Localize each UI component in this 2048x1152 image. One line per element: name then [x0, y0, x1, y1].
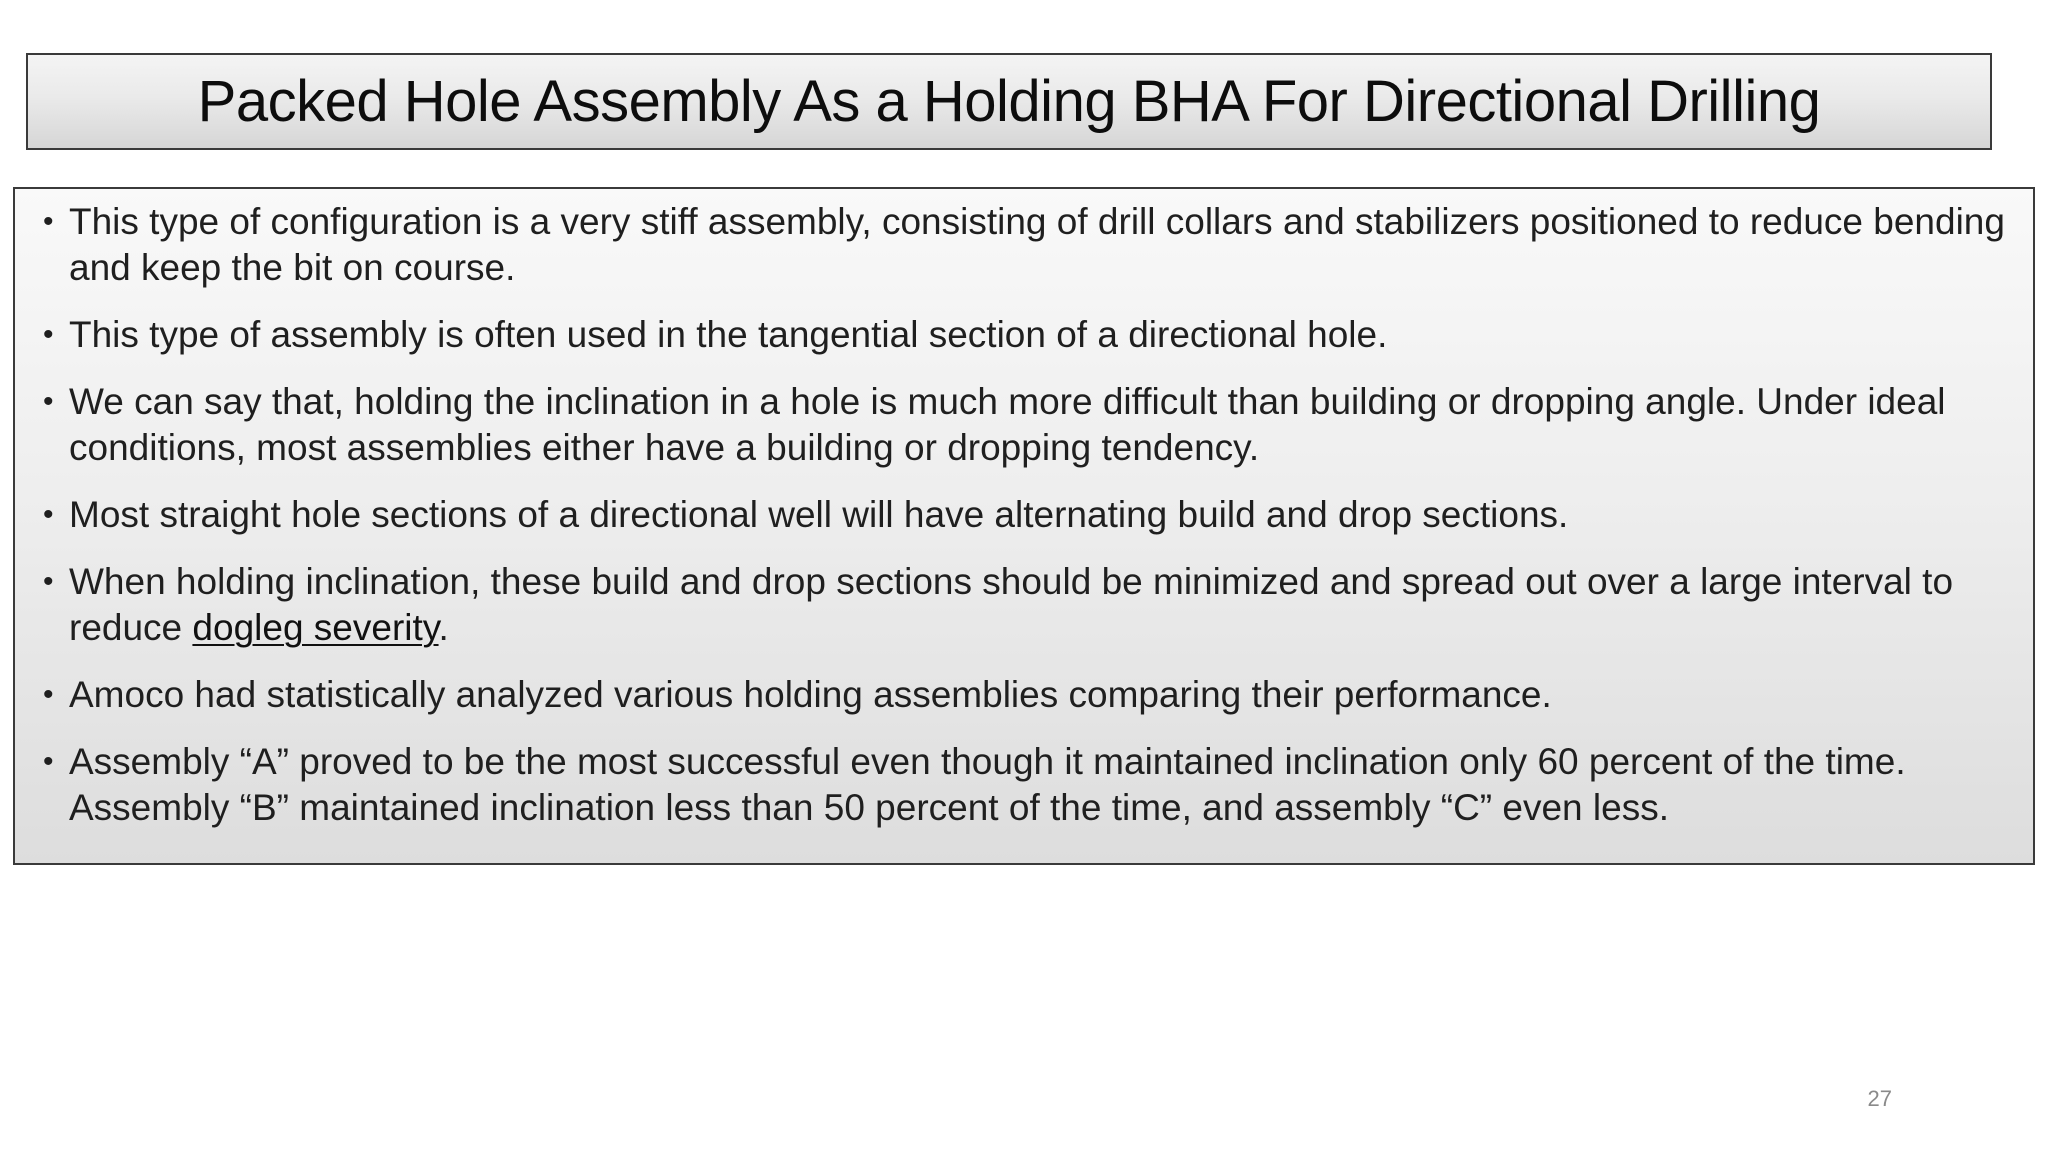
bullet-item: [31, 492, 2013, 538]
bullet-list: [31, 199, 2013, 831]
bullet-text: This type of configuration is a very stiff assembly, consisting of drill collars and stabilizers positioned to reduce bending and keep the bit on course.: [69, 201, 2005, 288]
bullet-dot-icon: •: [43, 318, 54, 351]
dogleg-severity-link[interactable]: dogleg severity: [192, 607, 439, 648]
bullet-dot-icon: •: [43, 565, 54, 598]
bullet-text: Most straight hole sections of a directional well will have alternating build and drop sections.: [69, 494, 1569, 535]
bullet-item: [31, 379, 2013, 471]
bullet-text: Amoco had statistically analyzed various holding assemblies comparing their performance.: [69, 674, 1552, 715]
bullet-text: This type of assembly is often used in the tangential section of a directional hole.: [69, 314, 1388, 355]
bullet-item: [31, 559, 2013, 651]
bullet-text-after: .: [438, 607, 449, 648]
bullet-dot-icon: •: [43, 205, 54, 238]
bullet-item: [31, 672, 2013, 718]
bullet-dot-icon: •: [43, 745, 54, 778]
bullet-dot-icon: •: [43, 498, 54, 531]
bullet-text-before: When holding inclination, these build and drop sections should be minimized and spread out over a large interval to reduce: [69, 561, 1954, 648]
slide-title-box: [26, 53, 1992, 150]
bullet-dot-icon: •: [43, 678, 54, 711]
bullet-item: [31, 739, 2013, 831]
bullet-dot-icon: •: [43, 385, 54, 418]
bullet-text: [69, 561, 1953, 648]
slide-title: Packed Hole Assembly As a Holding BHA For Directional Drilling: [197, 69, 1821, 134]
slide-content-box: [13, 187, 2035, 865]
bullet-item: [31, 199, 2013, 291]
bullet-item: [31, 312, 2013, 358]
page-number: 27: [1867, 1086, 1892, 1111]
bullet-text: We can say that, holding the inclination in a hole is much more difficult than building or dropping angle. Under ideal conditions, most assemblies either have a building or dropping tendency.: [69, 381, 1946, 468]
bullet-text: Assembly “A” proved to be the most successful even though it maintained inclination only 60 percent of the time. Assembly “B” maintained inclination less than 50 percent of the time, and assembly “C” even less.: [69, 741, 1906, 828]
